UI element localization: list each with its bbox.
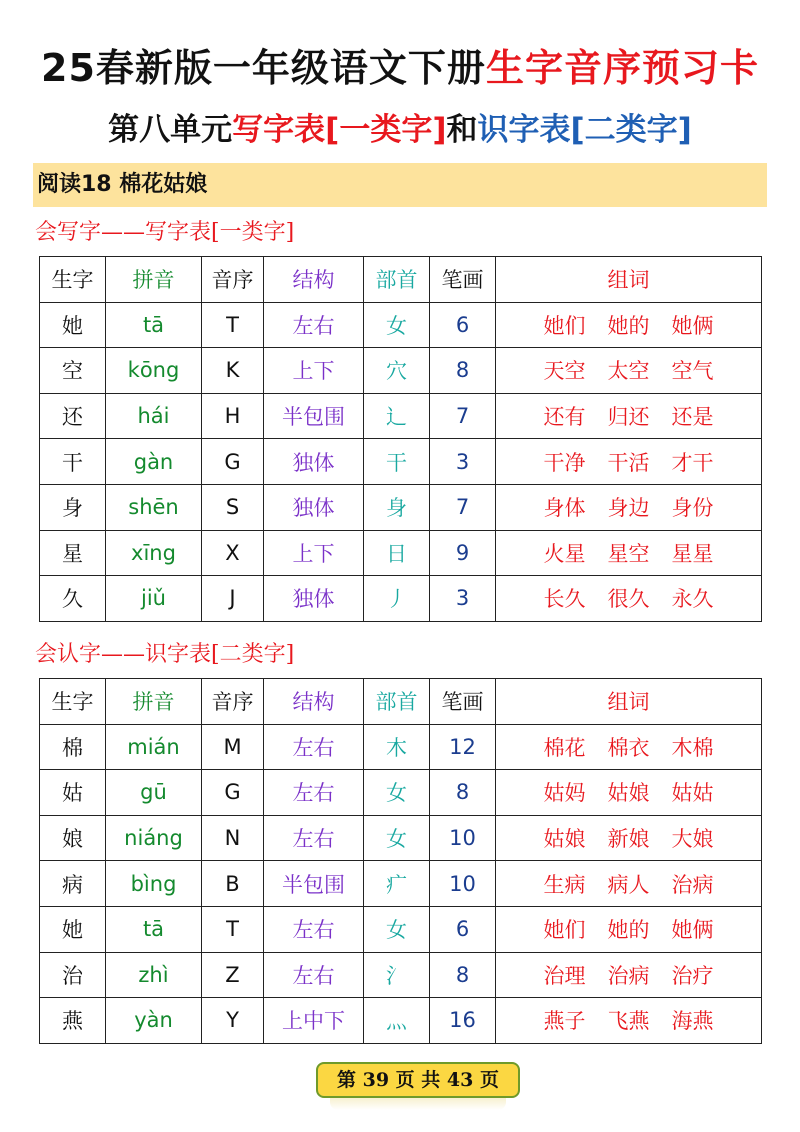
word-item: 她们 <box>543 313 586 338</box>
word-item: 她们 <box>543 918 586 943</box>
char-cell: 久 <box>40 576 106 622</box>
words-cell <box>496 393 762 439</box>
radical-cell: 女 <box>364 906 430 952</box>
order-cell: H <box>202 393 264 439</box>
structure-cell: 左右 <box>264 815 364 861</box>
header-strokes: 笔画 <box>430 257 496 303</box>
pinyin-cell: mián <box>106 724 202 770</box>
badge-reflection <box>330 1098 506 1110</box>
structure-cell: 左右 <box>264 724 364 770</box>
table-row <box>40 998 762 1044</box>
words-cell <box>496 906 762 952</box>
strokes-cell: 8 <box>430 952 496 998</box>
word-item: 新娘 <box>607 827 650 852</box>
table-row <box>40 484 762 530</box>
structure-cell: 左右 <box>264 952 364 998</box>
structure-cell: 左右 <box>264 770 364 816</box>
word-item: 治病 <box>607 963 650 988</box>
structure-cell: 半包围 <box>264 393 364 439</box>
word-item: 棉花 <box>543 735 586 760</box>
char-cell: 还 <box>40 393 106 439</box>
structure-cell: 上下 <box>264 530 364 576</box>
header-radical: 部首 <box>364 679 430 725</box>
pinyin-cell: niáng <box>106 815 202 861</box>
subtitle <box>0 108 800 152</box>
pinyin-cell: kōng <box>106 348 202 394</box>
header-pinyin: 拼音 <box>106 679 202 725</box>
words-cell <box>496 724 762 770</box>
order-cell: Z <box>202 952 264 998</box>
word-item: 干活 <box>607 450 650 475</box>
table-row <box>40 906 762 952</box>
words-cell <box>496 815 762 861</box>
word-item: 病人 <box>607 872 650 897</box>
strokes-cell: 10 <box>430 861 496 907</box>
pinyin-cell: tā <box>106 906 202 952</box>
word-item: 归还 <box>607 405 650 430</box>
radical-cell: 丿 <box>364 576 430 622</box>
structure-cell: 上中下 <box>264 998 364 1044</box>
word-item: 棉衣 <box>607 735 650 760</box>
pinyin-cell: gàn <box>106 439 202 485</box>
word-item: 永久 <box>671 587 714 612</box>
strokes-cell: 6 <box>430 302 496 348</box>
word-item: 她俩 <box>671 918 714 943</box>
char-cell: 她 <box>40 906 106 952</box>
word-item: 姑娘 <box>543 827 586 852</box>
strokes-cell: 8 <box>430 770 496 816</box>
word-item: 燕子 <box>543 1009 586 1034</box>
order-cell: K <box>202 348 264 394</box>
char-cell: 身 <box>40 484 106 530</box>
lesson-title: 阅读18 棉花姑娘 <box>33 163 767 207</box>
word-item: 姑妈 <box>543 781 586 806</box>
radical-cell: 辶 <box>364 393 430 439</box>
radical-cell: 女 <box>364 815 430 861</box>
header-strokes: 笔画 <box>430 679 496 725</box>
table-row <box>40 952 762 998</box>
radical-cell: 女 <box>364 302 430 348</box>
radical-cell: 干 <box>364 439 430 485</box>
table-row <box>40 770 762 816</box>
words-cell <box>496 861 762 907</box>
order-cell: X <box>202 530 264 576</box>
word-item: 干净 <box>543 450 586 475</box>
word-item: 才干 <box>671 450 714 475</box>
word-item: 很久 <box>607 587 650 612</box>
word-item: 还是 <box>671 405 714 430</box>
word-item: 长久 <box>543 587 586 612</box>
order-cell: B <box>202 861 264 907</box>
word-item: 她的 <box>607 313 650 338</box>
table-row <box>40 302 762 348</box>
subtitle-and: 和 <box>446 112 478 148</box>
header-order: 音序 <box>202 679 264 725</box>
pinyin-cell: bìng <box>106 861 202 907</box>
structure-cell: 独体 <box>264 439 364 485</box>
words-cell <box>496 770 762 816</box>
word-item: 太空 <box>607 359 650 384</box>
char-cell: 姑 <box>40 770 106 816</box>
char-cell: 治 <box>40 952 106 998</box>
char-cell: 空 <box>40 348 106 394</box>
order-cell: T <box>202 302 264 348</box>
subtitle-write-table: 写字表[一类字] <box>232 112 447 148</box>
subtitle-unit: 第八单元 <box>108 112 233 148</box>
radical-cell: 氵 <box>364 952 430 998</box>
table-row <box>40 348 762 394</box>
structure-cell: 左右 <box>264 302 364 348</box>
order-cell: T <box>202 906 264 952</box>
pinyin-cell: tā <box>106 302 202 348</box>
words-cell <box>496 439 762 485</box>
structure-cell: 上下 <box>264 348 364 394</box>
radical-cell: 灬 <box>364 998 430 1044</box>
word-item: 生病 <box>543 872 586 897</box>
table-row <box>40 861 762 907</box>
write-table-body <box>40 302 762 621</box>
strokes-cell: 10 <box>430 815 496 861</box>
table-row <box>40 724 762 770</box>
radical-cell: 穴 <box>364 348 430 394</box>
strokes-cell: 7 <box>430 393 496 439</box>
word-item: 身边 <box>607 496 650 521</box>
table-row <box>40 530 762 576</box>
word-item: 她的 <box>607 918 650 943</box>
header-pinyin: 拼音 <box>106 257 202 303</box>
word-item: 还有 <box>543 405 586 430</box>
structure-cell: 独体 <box>264 576 364 622</box>
word-item: 身份 <box>671 496 714 521</box>
word-item: 治疗 <box>671 963 714 988</box>
main-title-black: 25春新版一年级语文下册 <box>41 46 486 90</box>
header-words: 组词 <box>496 257 762 303</box>
table-row <box>40 815 762 861</box>
word-item: 治病 <box>671 872 714 897</box>
header-char: 生字 <box>40 679 106 725</box>
char-cell: 星 <box>40 530 106 576</box>
strokes-cell: 3 <box>430 576 496 622</box>
header-radical: 部首 <box>364 257 430 303</box>
words-cell <box>496 530 762 576</box>
order-cell: M <box>202 724 264 770</box>
word-item: 治理 <box>543 963 586 988</box>
order-cell: Y <box>202 998 264 1044</box>
radical-cell: 木 <box>364 724 430 770</box>
table-header-row <box>40 679 762 725</box>
pinyin-cell: yàn <box>106 998 202 1044</box>
subtitle-read-table: 识字表[二类字] <box>477 112 692 148</box>
header-structure: 结构 <box>264 257 364 303</box>
char-cell: 干 <box>40 439 106 485</box>
write-section-title: 会写字——写字表[一类字] <box>35 220 295 245</box>
word-item: 飞燕 <box>607 1009 650 1034</box>
main-title <box>0 42 800 94</box>
table-row <box>40 393 762 439</box>
words-cell <box>496 302 762 348</box>
word-item: 姑娘 <box>607 781 650 806</box>
char-cell: 娘 <box>40 815 106 861</box>
radical-cell: 疒 <box>364 861 430 907</box>
words-cell <box>496 484 762 530</box>
char-cell: 燕 <box>40 998 106 1044</box>
order-cell: N <box>202 815 264 861</box>
word-item: 她俩 <box>671 313 714 338</box>
page-number-badge: 第 39 页 共 43 页 <box>316 1062 520 1098</box>
strokes-cell: 6 <box>430 906 496 952</box>
char-cell: 棉 <box>40 724 106 770</box>
radical-cell: 身 <box>364 484 430 530</box>
word-item: 木棉 <box>671 735 714 760</box>
pinyin-cell: zhì <box>106 952 202 998</box>
word-item: 星空 <box>607 541 650 566</box>
strokes-cell: 7 <box>430 484 496 530</box>
pinyin-cell: hái <box>106 393 202 439</box>
words-cell <box>496 952 762 998</box>
word-item: 星星 <box>671 541 714 566</box>
pinyin-cell: xīng <box>106 530 202 576</box>
strokes-cell: 12 <box>430 724 496 770</box>
read-section-title: 会认字——识字表[二类字] <box>35 642 295 667</box>
words-cell <box>496 998 762 1044</box>
pinyin-cell: jiǔ <box>106 576 202 622</box>
strokes-cell: 3 <box>430 439 496 485</box>
header-structure: 结构 <box>264 679 364 725</box>
strokes-cell: 9 <box>430 530 496 576</box>
order-cell: G <box>202 439 264 485</box>
char-cell: 病 <box>40 861 106 907</box>
word-item: 火星 <box>543 541 586 566</box>
char-cell: 她 <box>40 302 106 348</box>
header-words: 组词 <box>496 679 762 725</box>
header-char: 生字 <box>40 257 106 303</box>
structure-cell: 半包围 <box>264 861 364 907</box>
pinyin-cell: shēn <box>106 484 202 530</box>
radical-cell: 日 <box>364 530 430 576</box>
words-cell <box>496 576 762 622</box>
strokes-cell: 8 <box>430 348 496 394</box>
radical-cell: 女 <box>364 770 430 816</box>
table-row <box>40 576 762 622</box>
order-cell: G <box>202 770 264 816</box>
word-item: 海燕 <box>671 1009 714 1034</box>
word-item: 身体 <box>543 496 586 521</box>
structure-cell: 左右 <box>264 906 364 952</box>
pinyin-cell: gū <box>106 770 202 816</box>
word-item: 姑姑 <box>671 781 714 806</box>
strokes-cell: 16 <box>430 998 496 1044</box>
word-item: 空气 <box>671 359 714 384</box>
structure-cell: 独体 <box>264 484 364 530</box>
table-header-row <box>40 257 762 303</box>
main-title-red: 生字音序预习卡 <box>485 46 759 90</box>
header-order: 音序 <box>202 257 264 303</box>
word-item: 大娘 <box>671 827 714 852</box>
words-cell <box>496 348 762 394</box>
read-table-body <box>40 724 762 1043</box>
order-cell: S <box>202 484 264 530</box>
write-char-table <box>39 256 762 622</box>
read-char-table <box>39 678 762 1044</box>
word-item: 天空 <box>543 359 586 384</box>
order-cell: J <box>202 576 264 622</box>
table-row <box>40 439 762 485</box>
